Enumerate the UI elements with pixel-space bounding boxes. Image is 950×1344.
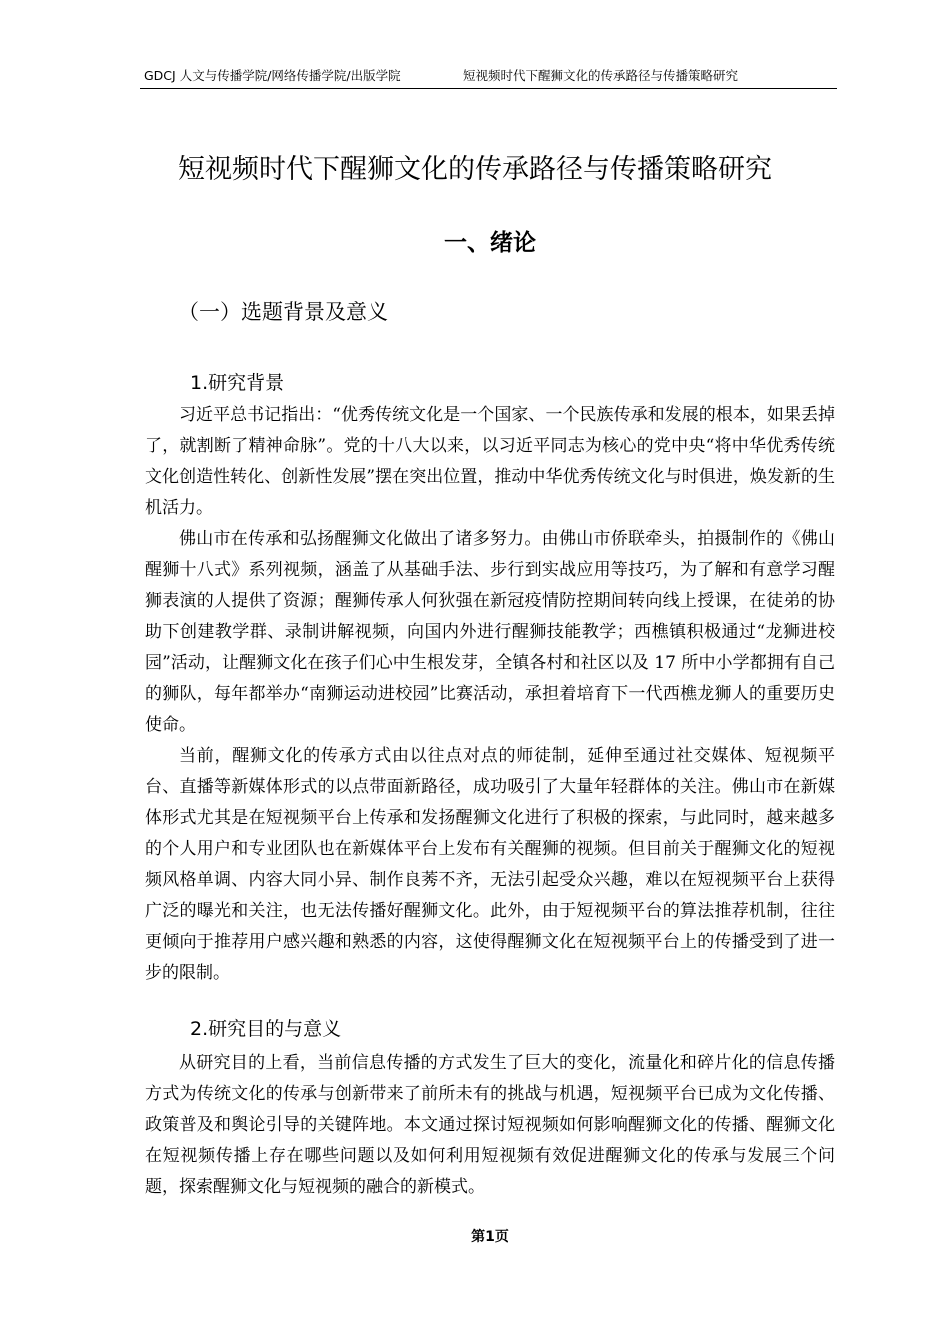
chapter-heading: 一、绪论	[444, 230, 536, 256]
header-institution: GDCJ 人文与传播学院/网络传播学院/出版学院	[144, 68, 401, 83]
section-heading: （一）选题背景及意义	[178, 300, 388, 324]
subsection-heading-background: 1.研究背景	[190, 372, 285, 394]
paragraph: 佛山市在传承和弘扬醒狮文化做出了诸多努力。由佛山市侨联牵头，拍摄制作的《佛山醒狮十八式》系列视频，涵盖了从基础手法、步行到实战应用等技巧，为了解和有意学习醒狮表演的人提供了资源；醒狮传承人何狄强在新冠疫情防控期间转向线上授课，在徒弟的协助下创建教学群、录制讲解视频，向国内外进行醒狮技能教学；西樵镇积极通过“龙狮进校园”活动，让醒狮文化在孩子们心中生根发芽，全镇各村和社区以及 17 所中小学都拥有自己的狮队，每年都举办“南狮运动进校园”比赛活动，承担着培育下一代西樵龙狮人的重要历史使命。	[145, 529, 835, 735]
paragraph: 习近平总书记指出：“优秀传统文化是一个国家、一个民族传承和发展的根本，如果丢掉了，就割断了精神命脉”。党的十八大以来，以习近平同志为核心的党中央“将中华优秀传统文化创造性转化、创新性发展”摆在突出位置，推动中华优秀传统文化与时俱进，焕发新的生机活力。	[145, 405, 835, 518]
background-body	[145, 400, 835, 989]
running-header	[140, 66, 837, 89]
paragraph: 从研究目的上看，当前信息传播的方式发生了巨大的变化，流量化和碎片化的信息传播方式为传统文化的传承与创新带来了前所未有的挑战与机遇，短视频平台已成为文化传播、政策普及和舆论引导的关键阵地。本文通过探讨短视频如何影响醒狮文化的传播、醒狮文化在短视频传播上存在哪些问题以及如何利用短视频有效促进醒狮文化的传承与发展三个问题，探索醒狮文化与短视频的融合的新模式。	[145, 1053, 835, 1197]
paragraph: 当前，醒狮文化的传承方式由以往点对点的师徒制，延伸至通过社交媒体、短视频平台、直播等新媒体形式的以点带面新路径，成功吸引了大量年轻群体的关注。佛山市在新媒体形式尤其是在短视频平台上传承和发扬醒狮文化进行了积极的探索，与此同时，越来越多的个人用户和专业团队也在新媒体平台上发布有关醒狮的视频。但目前关于醒狮文化的短视频风格单调、内容大同小异、制作良莠不齐，无法引起受众兴趣，难以在短视频平台上获得广泛的曝光和关注，也无法传播好醒狮文化。此外，由于短视频平台的算法推荐机制，往往更倾向于推荐用户感兴趣和熟悉的内容，这使得醒狮文化在短视频平台上的传播受到了进一步的限制。	[145, 746, 835, 983]
paper-title: 短视频时代下醒狮文化的传承路径与传播策略研究	[178, 154, 772, 185]
header-paper-title: 短视频时代下醒狮文化的传承路径与传播策略研究	[463, 68, 739, 83]
page-number: 第1页	[471, 1229, 509, 1245]
purpose-body	[145, 1048, 835, 1203]
subsection-heading-purpose: 2.研究目的与意义	[190, 1018, 342, 1040]
